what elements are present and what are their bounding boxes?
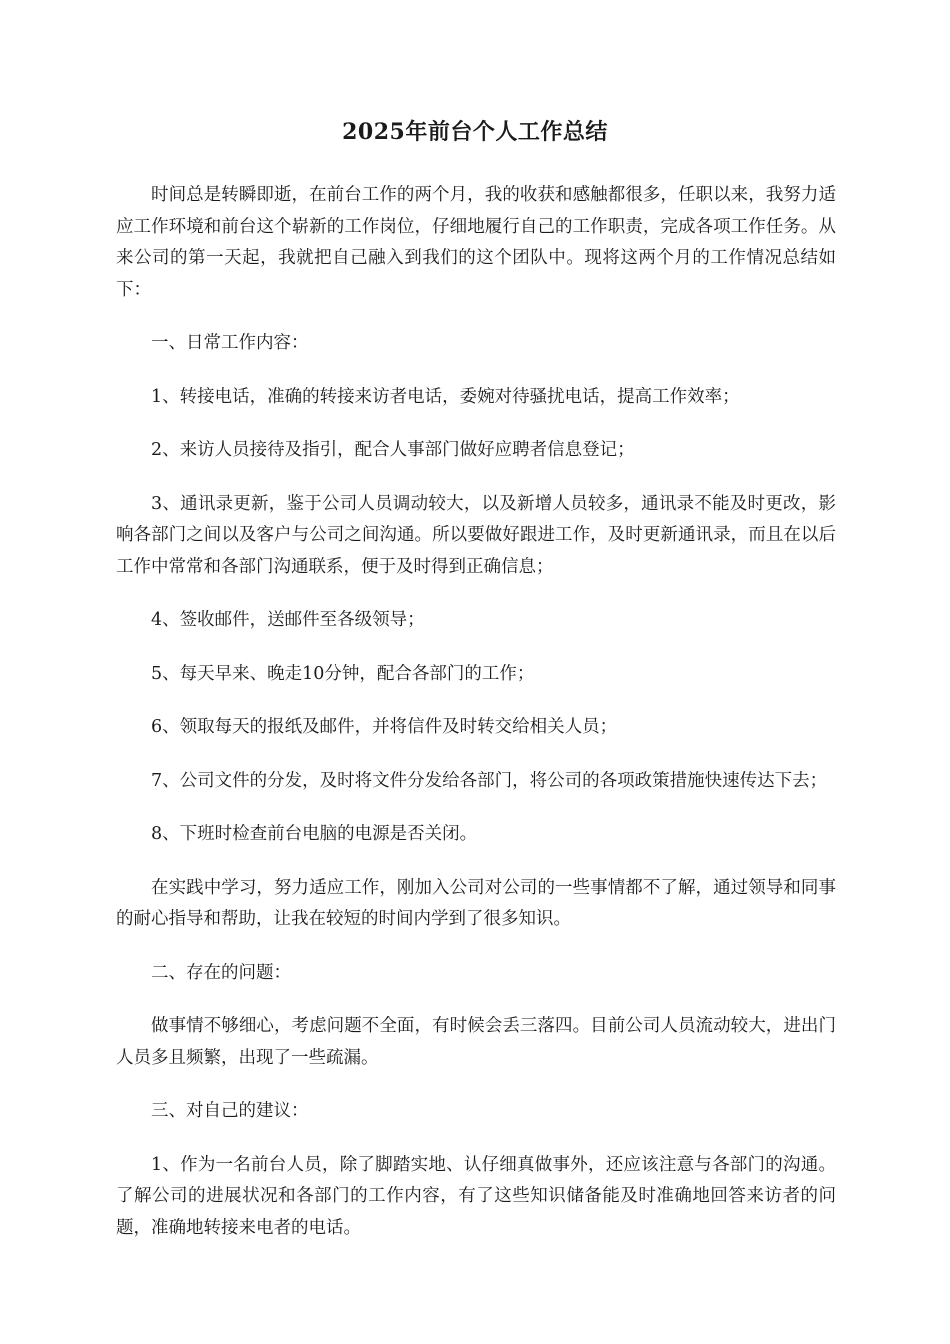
paragraph-problems: 做事情不够细心，考虑问题不全面，有时候会丢三落四。目前公司人员流动较大，进出门人员多且频繁，出现了一些疏漏。 (116, 1016, 836, 1068)
paragraph-learning: 在实践中学习，努力适应工作，刚加入公司对公司的一些事情都不了解，通过领导和同事的耐心指导和帮助，让我在较短的时间内学到了很多知识。 (116, 877, 836, 929)
list-item: 5、每天早来、晚走10分钟，配合各部门的工作； (151, 663, 535, 684)
list-item: 6、领取每天的报纸及邮件，并将信件及时转交给相关人员； (151, 717, 618, 737)
list-item: 1、作为一名前台人员，除了脚踏实地、认仔细真做事外，还应该注意与各部门的沟通。了解公司的进展状况和各部门的工作内容，有了这些知识储备能及时准确地回答来访者的问题，准确地转接来电者的电话。 (116, 1154, 836, 1238)
list-item: 4、签收邮件，送邮件至各级领导； (151, 610, 425, 630)
list-item: 7、公司文件的分发，及时将文件分发给各部门，将公司的各项政策措施快速传达下去； (151, 770, 828, 791)
paragraph-intro: 时间总是转瞬即逝，在前台工作的两个月，我的收获和感触都很多，任职以来，我努力适应工作环境和前台这个崭新的工作岗位，仔细地履行自己的工作职责，完成各项工作任务。从来公司的第一天起，我就把自己融入到我们的这个团队中。现将这两个月的工作情况总结如下： (116, 185, 836, 300)
section-heading-daily-work: 一、日常工作内容： (151, 333, 309, 353)
list-item: 3、通讯录更新，鉴于公司人员调动较大，以及新增人员较多，通讯录不能及时更改，影响各部门之间以及客户与公司之间沟通。所以要做好跟进工作，及时更新通讯录，而且在以后工作中常常和各部门沟通联系，便于及时得到正确信息； (116, 493, 836, 577)
section-heading-problems: 二、存在的问题： (151, 962, 291, 983)
list-item: 8、下班时检查前台电脑的电源是否关闭。 (151, 824, 478, 844)
document-body (116, 180, 836, 1244)
list-item: 2、来访人员接待及指引，配合人事部门做好应聘者信息登记； (151, 440, 635, 460)
section-heading-suggestions: 三、对自己的建议： (151, 1101, 309, 1121)
list-item: 1、转接电话，准确的转接来访者电话，委婉对待骚扰电话，提高工作效率； (151, 386, 740, 407)
document-title: 2025年前台个人工作总结 (342, 119, 608, 145)
